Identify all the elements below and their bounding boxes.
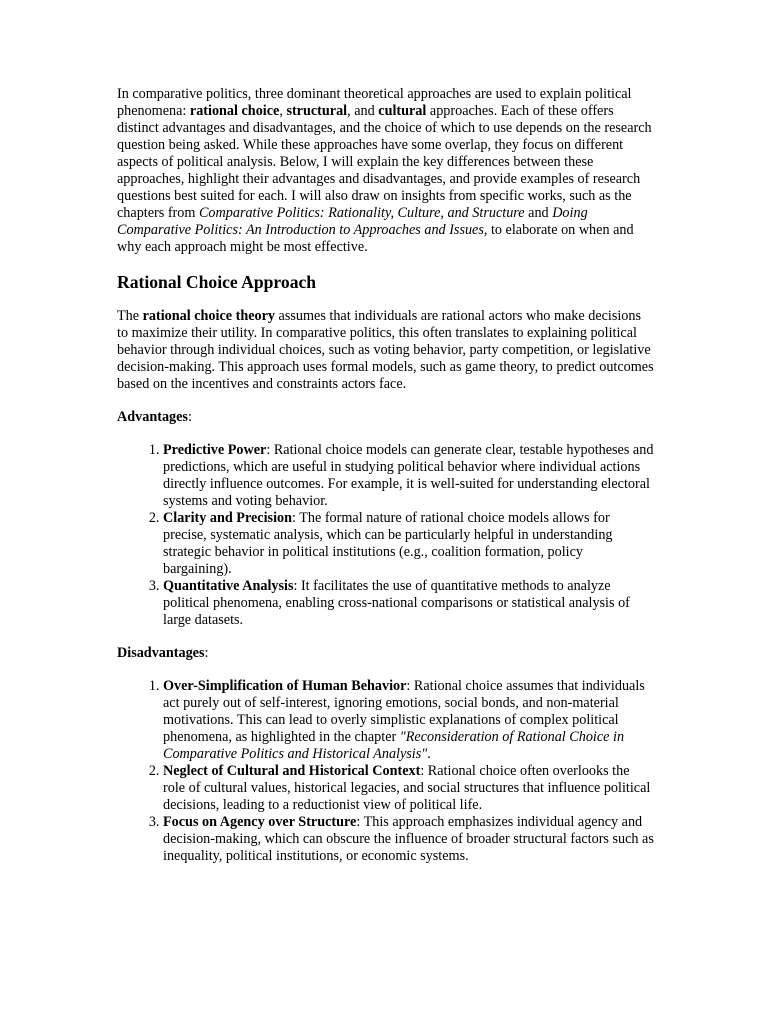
list-item [163, 578, 655, 629]
intro-bold-rational-choice: rational choice [189, 103, 280, 119]
list-item [163, 814, 655, 865]
disadvantages-heading [117, 645, 655, 662]
intro-text: In comparative politics, three dominant theoretical approaches are used to explain political phenomena: [117, 86, 632, 119]
list-item-text: : It facilitates the use of quantitative methods to analyze political phenomena, enabling cross-national comparisons or statistical analysis of large datasets. [163, 578, 630, 628]
disadvantages-label: Disadvantages [117, 645, 205, 661]
list-item-title: Clarity and Precision [163, 510, 292, 526]
list-item-text: . [427, 746, 431, 762]
disadvantages-colon: : [204, 645, 209, 661]
intro-text: , to elaborate on when and why each approach might be most effective. [117, 222, 634, 255]
section-heading: Rational Choice Approach [117, 272, 317, 292]
list-item-title: Quantitative Analysis [163, 578, 294, 594]
intro-text: , [279, 103, 287, 119]
list-item-text: : The formal nature of rational choice models allows for precise, systematic analysis, which can be particularly helpful in understanding strategic behavior in political institutions (e.g., coalition formation, policy bargaining). [163, 510, 613, 577]
list-item-title: Over-Simplification of Human Behavior [163, 678, 407, 694]
list-item-title: Neglect of Cultural and Historical Context [163, 763, 421, 779]
intro-bold-cultural: cultural [378, 103, 427, 119]
advantages-list [117, 442, 655, 629]
list-item-title: Focus on Agency over Structure [163, 814, 357, 830]
list-item [163, 510, 655, 578]
list-item [163, 678, 655, 763]
list-item [163, 442, 655, 510]
list-item-text: : Rational choice assumes that individuals act purely out of self-interest, ignoring emotions, social bonds, and non-material motivations. This can lead to overly simplistic explanations of complex political phenomena, as highlighted in the chapter [163, 678, 645, 745]
document-page [117, 86, 655, 865]
section-bold-term: rational choice theory [142, 308, 275, 324]
advantages-colon: : [187, 409, 192, 425]
intro-text: and [524, 205, 553, 221]
list-item-title: Predictive Power [163, 442, 267, 458]
list-item-text: : Rational choice models can generate clear, testable hypotheses and predictions, which are useful in studying political behavior where individual actions directly influence outcomes. For example, it is well-suited for understanding electoral systems and voting behavior. [163, 442, 654, 509]
section-paragraph [117, 308, 655, 393]
disadvantages-list [117, 678, 655, 865]
list-item [163, 763, 655, 814]
intro-bold-structural: structural [286, 103, 348, 119]
list-item-italic-chapter: "Reconsideration of Rational Choice in Comparative Politics and Historical Analysis" [163, 729, 625, 762]
list-item-text: : Rational choice often overlooks the role of cultural values, historical legacies, and social structures that influence political decisions, leading to a reductionist view of political life. [163, 763, 651, 813]
intro-paragraph [117, 86, 655, 256]
advantages-heading [117, 409, 655, 426]
section-text: The [117, 308, 143, 324]
intro-italic-book-title: Comparative Politics: Rationality, Culture, and Structure [198, 205, 525, 221]
list-item-text: : This approach emphasizes individual agency and decision-making, which can obscure the influence of broader structural factors such as inequality, political institutions, or economic systems. [163, 814, 654, 864]
intro-text: approaches. Each of these offers distinct advantages and disadvantages, and the choice of which to use depends on the research question being asked. While these approaches have some overlap, they focus on different aspects of political analysis. Below, I will explain the key differences between these approaches, highlight their advantages and disadvantages, and provide examples of research questions best suited for each. I will also draw on insights from specific works, such as the chapters from [117, 103, 652, 221]
advantages-label: Advantages [117, 409, 188, 425]
intro-italic-book-title: Doing Comparative Politics: An Introduction to Approaches and Issues [117, 205, 588, 238]
intro-text: , and [347, 103, 379, 119]
section-text: assumes that individuals are rational actors who make decisions to maximize their utility. In comparative politics, this often translates to explaining political behavior through individual choices, such as voting behavior, party competition, or legislative decision-making. This approach uses formal models, such as game theory, to predict outcomes based on the incentives and constraints actors face. [117, 308, 654, 392]
